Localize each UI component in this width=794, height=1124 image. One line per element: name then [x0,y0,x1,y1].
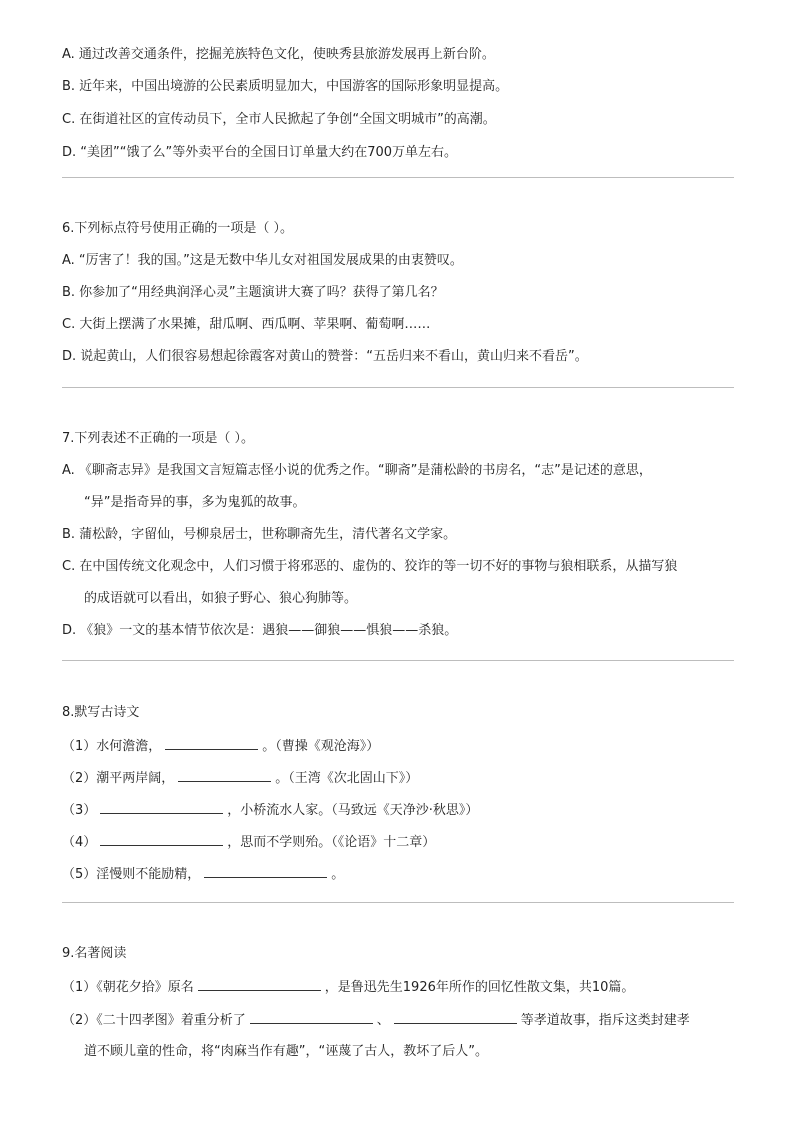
q6-title: 6.下列标点符号使用正确的一项是（ ）。 [62,221,294,236]
q8-item-4-source: ，思而不学则殆。（《论语》十二章） [227,835,436,850]
q8-title: 8.默写古诗文 [62,705,140,720]
q6-option-b: B. 你参加了“用经典润泽心灵”主题演讲大赛了吗？获得了第几名？ [62,285,444,300]
q6-option-a: A. “厉害了！我的国。”这是无数中华儿女对祖国发展成果的由衷赞叹。 [62,253,463,268]
answer-blank[interactable] [394,1010,517,1024]
q7-option-c-continued: 的成语就可以看出，如狼子野心、狼心狗肺等。 [84,591,358,606]
q8-item-3 [62,800,478,820]
answer-blank[interactable] [100,800,223,814]
q9-item-1-rest: ，是鲁迅先生1926年所作的回忆性散文集，共10篇。 [324,980,635,995]
q9-item-2-text: （2）《二十四孝图》着重分析了 [62,1013,246,1028]
q9-item-1 [62,977,634,997]
answer-blank[interactable] [204,864,327,878]
q9-title: 9.名著阅读 [62,946,127,961]
q7-option-a-continued: “异”是指奇异的事，多为鬼狐的故事。 [84,495,306,510]
q5-option-b: B. 近年来，中国出境游的公民素质明显加大，中国游客的国际形象明显提高。 [62,79,509,94]
q9-item-2 [62,1010,690,1030]
q8-item-2 [62,768,418,788]
answer-blank[interactable] [178,768,271,782]
q8-item-5-end: 。 [331,867,345,882]
section-divider [62,902,734,903]
q5-option-a: A. 通过改善交通条件，挖掘羌族特色文化，使映秀县旅游发展再上新台阶。 [62,47,495,62]
section-divider [62,387,734,388]
q7-option-d: D. 《狼》一文的基本情节依次是：遇狼——御狼——惧狼——杀狼。 [62,623,458,638]
q9-item-2-continued: 道不顾儿童的性命，将“肉麻当作有趣”，“诬蔑了古人，教坏了后人”。 [84,1044,488,1059]
section-divider [62,660,734,661]
answer-blank[interactable] [250,1010,373,1024]
q9-item-1-text: （1）《朝花夕拾》原名 [62,980,194,995]
q8-item-5-text: （5）淫慢则不能励精， [62,867,201,882]
q6-option-d: D. 说起黄山，人们很容易想起徐霞客对黄山的赞誉：“五岳归来不看山，黄山归来不看岳”。 [62,349,588,364]
q8-item-1-source: 。（曹操《观沧海》） [262,739,380,754]
answer-blank[interactable] [165,736,258,750]
answer-blank[interactable] [198,977,321,991]
q7-title: 7.下列表述不正确的一项是（ ）。 [62,431,255,446]
q8-item-2-text: （2）潮平两岸阔， [62,771,175,786]
q8-item-4-number: （4） [62,835,97,850]
q5-option-c: C. 在街道社区的宣传动员下，全市人民掀起了争创“全国文明城市”的高潮。 [62,112,496,127]
q8-item-3-source: ，小桥流水人家。（马致远《天净沙·秋思》） [227,803,479,818]
q5-option-d: D. “美团”“饿了么”等外卖平台的全国日订单量大约在700万单左右。 [62,145,458,160]
q7-option-b: B. 蒲松龄，字留仙，号柳泉居士，世称聊斋先生，清代著名文学家。 [62,527,457,542]
section-divider [62,177,734,178]
q8-item-1 [62,736,379,756]
answer-blank[interactable] [100,832,223,846]
q9-item-2-rest: 等孝道故事，指斥这类封建孝 [520,1013,690,1028]
q8-item-3-number: （3） [62,803,97,818]
q8-item-1-text: （1）水何澹澹， [62,739,162,754]
q7-option-c: C. 在中国传统文化观念中，人们习惯于将邪恶的、虚伪的、狡诈的等一切不好的事物与狼相联系，从描写狼 [62,559,678,574]
q8-item-4 [62,832,435,852]
q6-option-c: C. 大街上摆满了水果摊，甜瓜啊、西瓜啊、苹果啊、葡萄啊…… [62,317,431,332]
q8-item-2-source: 。（王湾《次北固山下》） [275,771,419,786]
q8-item-5 [62,864,344,884]
q7-option-a: A. 《聊斋志异》是我国文言短篇志怪小说的优秀之作。“聊斋”是蒲松龄的书房名，“志”是记述的意思， [62,463,652,478]
q9-item-2-separator: 、 [376,1013,390,1028]
